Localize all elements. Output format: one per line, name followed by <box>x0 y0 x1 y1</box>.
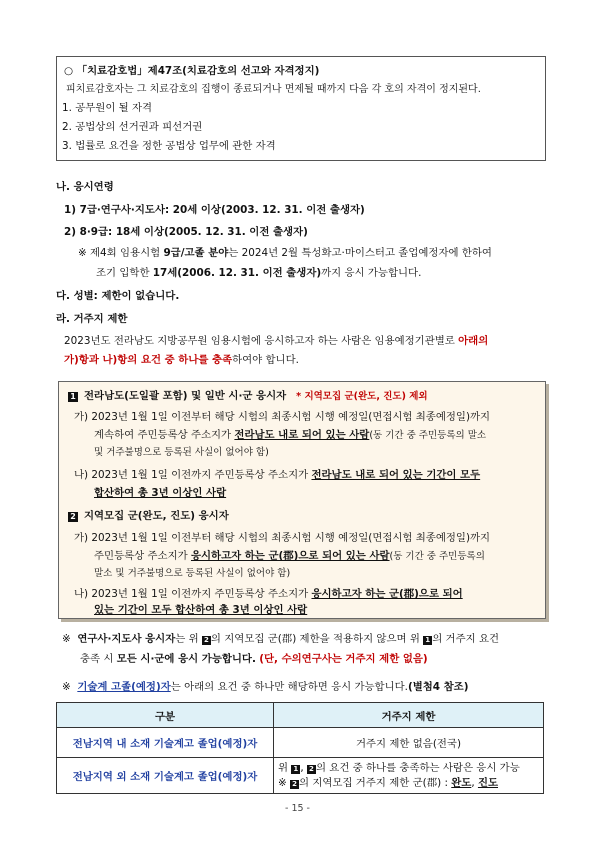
residence-intro-red-2: 가)항과 나)항의 요건 중 하나를 충족 <box>64 354 233 366</box>
residence-intro-red: 아래의 <box>458 335 489 347</box>
tech-note <box>62 680 468 694</box>
number-1-icon: 1 <box>68 392 78 402</box>
region-wando: 완도 <box>451 776 472 789</box>
tech-highschool-table <box>56 702 544 794</box>
law-item-2: 2. 공법상의 선거권과 피선거권 <box>62 121 203 133</box>
sec1-b1-pre: 나) 2023년 1월 1일 이전까지 주민등록상 주소지가 <box>74 469 312 481</box>
law-citation-body: 피치료감호자는 그 치료감호의 집행이 종료되거나 면제될 때까지 다음 각 호의 자격이 정지된다. <box>66 84 481 95</box>
research-note2-bold: 모든 시·군에 응시 가능합니다. <box>116 653 256 665</box>
residence-intro-pre: 2023년도 전라남도 지방공무원 임용시험에 응시하고자 하는 사람은 임용예정기관별로 <box>64 335 459 347</box>
table-row-2-label: 전남지역 외 소재 기술계고 졸업(예정)자 <box>57 758 274 794</box>
row2-l1-pre: 위 <box>278 761 292 774</box>
research-note-mid1: 는 위 <box>175 633 202 645</box>
age-item-1: 1) 7급·연구사·지도사: 20세 이상(2003. 12. 31. 이전 출생자) <box>64 204 365 216</box>
sec1-a-line-3: 및 거주불명으로 등록된 사실이 없어야 함) <box>94 447 269 458</box>
tech-note-text: 는 아래의 요건 중 하나만 해당하면 응시 가능합니다. <box>170 681 408 693</box>
table-row-2-line-1 <box>278 761 539 776</box>
sec2-b-line-1 <box>74 587 463 601</box>
age-note2-pre: 조기 입학한 <box>96 267 153 279</box>
age-note2-age: 17세(2006. 12. 31. 이전 출생자) <box>152 267 322 279</box>
sec1-a2-post: (동 기간 중 주민등록의 말소 <box>369 430 487 441</box>
tech-note-ref: (별첨4 참조) <box>407 681 469 693</box>
sec2-b1-key: 응시하고자 하는 군(郡)으로 되어 <box>311 588 463 600</box>
row2-l2-mid: 의 지역모집 거주지 제한 군(郡) : <box>299 776 452 789</box>
age-note-highschool: 9급/고졸 분야 <box>163 247 229 259</box>
gender-heading: 다. 성별: 제한이 없습니다. <box>56 290 180 302</box>
row2-l1-post: 의 요건 중 하나를 충족하는 사람은 응시 가능 <box>315 761 520 774</box>
sec1-a2-pre: 계속하여 주민등록상 주소지가 <box>94 429 235 441</box>
sec2-a-line-1: 가) 2023년 1월 1일 이전부터 해당 시험의 최종시험 시행 예정일(면접시험 최종예정일)까지 <box>74 532 491 544</box>
research-note-subject: 연구사·지도사 응시자 <box>77 633 176 645</box>
law-item-3: 3. 법률로 요건을 정한 공법상 업무에 관한 자격 <box>62 140 276 152</box>
number-2-icon: 2 <box>68 512 78 522</box>
sec1-a-line-2 <box>94 428 486 443</box>
sec2-a-line-2 <box>94 549 485 564</box>
sec1-a2-key: 전라남도 내로 되어 있는 사람 <box>234 429 370 441</box>
table-row-1-label: 전남지역 내 소재 기술계고 졸업(예정)자 <box>57 728 274 758</box>
sec2-b1-pre: 나) 2023년 1월 1일 이전까지 주민등록상 주소지가 <box>74 588 312 600</box>
row2-l2-sep: , <box>471 776 478 789</box>
number-2-table-icon-2: 2 <box>290 780 299 789</box>
age-note-rest: 는 2024년 2월 특성화고·마이스터고 졸업예정자에 한하여 <box>228 247 492 259</box>
sec2-a2-post: (동 기간 중 주민등록의 <box>389 551 485 562</box>
note-mark: ※ <box>62 633 71 645</box>
sec1-b2-key: 합산하여 총 3년 이상인 사람 <box>94 487 227 499</box>
section1-title <box>68 389 428 404</box>
law-item-1: 1. 공무원이 될 자격 <box>62 102 153 114</box>
age-note2-post: 까지 응시 가능합니다. <box>321 267 422 279</box>
age-note-line-1 <box>78 246 492 260</box>
residence-intro-post: 하여야 합니다. <box>232 354 299 366</box>
row2-l1-mid: , <box>300 761 307 774</box>
table-header-restriction: 거주지 제한 <box>274 703 544 728</box>
section1-title-text: 전라남도(도일괄 포함) 및 일반 시·군 응시자 <box>84 390 287 402</box>
sec2-b-line-2 <box>94 603 307 617</box>
research-note2-pre: 충족 시 <box>80 653 117 665</box>
section2-title-text: 지역모집 군(완도, 진도) 응시자 <box>84 510 229 522</box>
residence-intro-line-1 <box>64 334 488 348</box>
table-row <box>57 758 544 794</box>
tech-note-subject: 기술계 고졸(예정)자 <box>77 681 171 693</box>
table-header-category: 구분 <box>57 703 274 728</box>
page-number: - 15 - <box>285 803 310 814</box>
age-note-line-2 <box>96 266 421 280</box>
research-note-mid2: 의 지역모집 군(郡) 제한을 적용하지 않으며 위 <box>210 633 424 645</box>
table-row-2-value <box>274 758 544 794</box>
table-header-row <box>57 703 544 728</box>
section2-title <box>68 509 229 523</box>
sec2-a2-key: 응시하고자 하는 군(郡)으로 되어 있는 사람 <box>190 550 390 562</box>
tech-note-mark: ※ <box>62 681 71 693</box>
sec2-a2-pre: 주민등록상 주소지가 <box>94 550 191 562</box>
table-row-2-line-2 <box>278 776 539 791</box>
sec1-b-line-1 <box>74 468 480 482</box>
residence-heading: 라. 거주지 제한 <box>56 313 128 325</box>
sec1-a-line-1: 가) 2023년 1월 1일 이전부터 해당 시험의 최종시험 시행 예정일(면접시험 최종예정일)까지 <box>74 411 491 423</box>
law-citation-title: ○ 「치료감호법」제47조(치료감호의 선고와 자격정지) <box>64 65 320 77</box>
sec2-b2-key: 있는 기간이 모두 합산하여 총 3년 이상인 사람 <box>94 604 308 616</box>
number-1-table-icon: 1 <box>291 765 300 774</box>
research-note-line-1 <box>62 632 499 646</box>
age-heading: 나. 응시연령 <box>56 181 114 193</box>
section1-note: * 지역모집 군(완도, 진도) 제외 <box>296 391 428 402</box>
region-jindo: 진도 <box>477 776 499 789</box>
age-item-2: 2) 8·9급: 18세 이상(2005. 12. 31. 이전 출생자) <box>64 226 308 238</box>
number-2-table-icon: 2 <box>307 765 316 774</box>
research-note-line-2 <box>80 652 428 666</box>
table-row-1-value: 거주지 제한 없음(전국) <box>274 728 544 758</box>
research-note-post1: 의 거주지 요건 <box>432 633 500 645</box>
table-row <box>57 728 544 758</box>
row2-l2-pre: ※ <box>278 776 291 789</box>
age-note-mark: ※ 제4회 임용시험 <box>78 247 164 259</box>
sec1-b1-key: 전라남도 내로 되어 있는 기간이 모두 <box>311 469 481 481</box>
residence-intro-line-2 <box>64 353 299 367</box>
number-1-inline-icon: 1 <box>423 636 432 645</box>
sec1-b-line-2 <box>94 486 226 500</box>
sec2-a-line-3: 말소 및 거주불명으로 등록된 사실이 없어야 함) <box>94 568 291 579</box>
number-2-inline-icon: 2 <box>202 636 211 645</box>
research-note2-exception: (단, 수의연구사는 거주지 제한 없음) <box>259 653 428 665</box>
